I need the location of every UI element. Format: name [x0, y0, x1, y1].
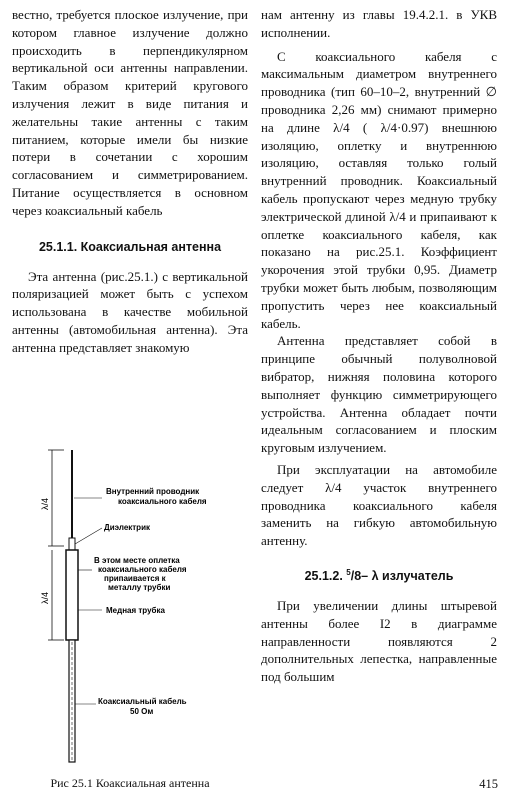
copper-tube-shape [66, 550, 78, 640]
right-paragraph-2: С коаксиального кабеля с максимальным диаметром внутреннего проводника (тип 60–10–2, внутренний ∅ проводника 2,26 мм) снимают примерно на длине λ/4 ( λ/4·0.97) внешнюю изоляцию, оплетку и внутреннюю изоляцию, оставляя только голый внутренний проводник. Коаксиальный кабель пропускают через медную трубку электрической длиной λ/4 и припаивают к оплетке коаксиального кабеля, как показано на рис.25.1. Коэффициент укорочения этой трубки 0,95. Диаметр трубки может быть любым, позволяющим пропустить через нее коаксиальный кабель. [261, 48, 497, 331]
label-solder-3: припаивается к [104, 574, 166, 583]
heading-rest: /8– λ излучатель [350, 569, 454, 584]
label-coax-cable-1: Коаксиальный кабель [98, 697, 187, 706]
label-inner-conductor-2: коаксиального кабеля [118, 497, 207, 506]
right-paragraph-5: При увеличении длины штыревой антенны более I2 в диаграмме направленности появляются 2 дополнительных лепестка, направленные под большим [261, 598, 497, 685]
dimension-label-top: λ/4 [40, 497, 50, 511]
antenna-diagram [12, 442, 248, 772]
heading-superscript: 5 [346, 567, 351, 577]
right-paragraph-4: При эксплуатации на автомобиле следует λ/4 участок внутреннего проводника коаксиального кабеля заменить на гибкую автомобильную антенну. [261, 461, 497, 549]
label-coax-cable-2: 50 Ом [130, 707, 154, 716]
right-paragraph-1: нам антенну из главы 19.4.2.1. в УКВ исполнении. [261, 7, 497, 40]
dimension-label-bottom: λ/4 [40, 591, 50, 605]
label-solder-4: металлу трубки [108, 583, 171, 592]
right-paragraph-3: Антенна представляет собой в принципе обычный полуволновой вибратор, нижняя половина которого выполняет функцию симметрирующего устройства. Антенна обладает почти идеальным согласованием и плоским круговым излучением. [261, 333, 497, 456]
heading-number: 25.1.2. [304, 569, 343, 584]
figure-coaxial-antenna [12, 442, 248, 790]
dielectric-shape [69, 538, 75, 550]
figure-caption: Рис 25.1 Коаксиальная антенна [50, 776, 210, 790]
label-copper-tube: Медная трубка [106, 606, 165, 615]
left-paragraph-1: вестно, требуется плоское излучение, при котором главное излучение должно происходить в перпендикулярном вертикальной оси антенны направлении. Таким образом критерий кругового излучения лежит в виде питания и желательны такие антенны с таким питанием, которые имели бы низкие потери в сочетании с хорошим согласованием и симметрированием. Питание осуществляется в основном через коаксиальный кабель [12, 7, 248, 218]
label-inner-conductor-1: Внутренний проводник [106, 487, 200, 496]
label-solder-1: В этом месте оплетка [94, 556, 180, 565]
label-dielectric: Диэлектрик [104, 523, 150, 532]
label-solder-2: коаксиального кабеля [98, 565, 187, 574]
left-paragraph-2: Эта антенна (рис.25.1.) с вертикальной поляризацией может быть с успехом использована в качестве мобильной антенны (автомобильная антенна). Эта антенна представляет знакомую [12, 268, 248, 355]
right-column [261, 6, 497, 686]
page-number: 415 [479, 777, 498, 791]
section-heading-coaxial-antenna: 25.1.1. Коаксиальная антенна [38, 239, 222, 254]
left-column [12, 6, 248, 357]
section-heading-5-8-radiator [261, 568, 497, 583]
